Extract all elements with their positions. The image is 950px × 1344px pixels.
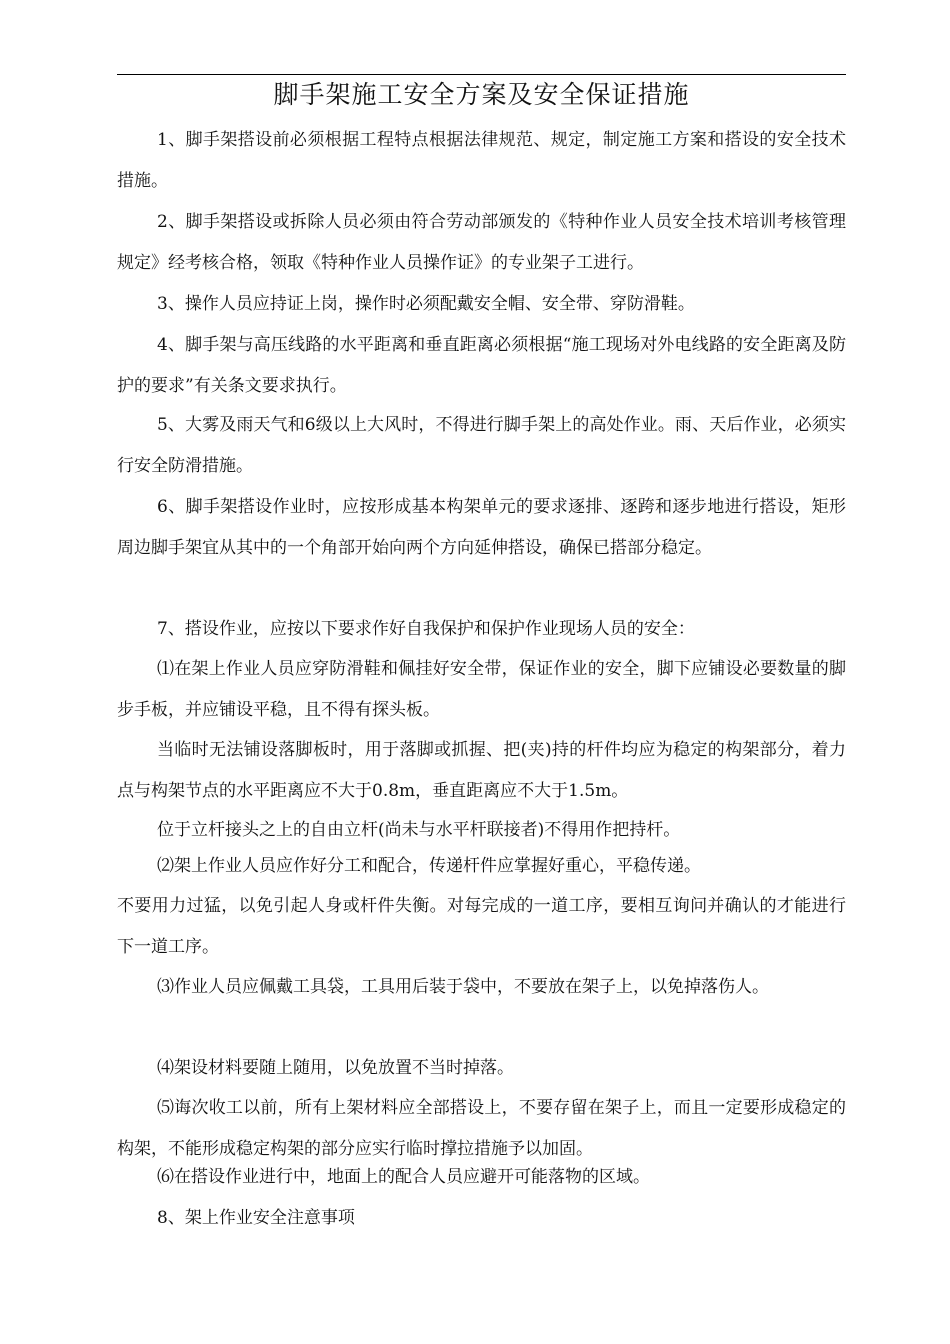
paragraph-3: 3、操作人员应持证上岗，操作时必须配戴安全帽、安全带、穿防滑鞋。 <box>157 294 695 314</box>
paragraph-4: 4、脚手架与高压线路的水平距离和垂直距离必须根据“施工现场对外电线路的安全距离及防护的要求”有关条文要求执行。 <box>117 335 846 396</box>
document-title: 脚手架施工安全方案及安全保证措施 <box>273 80 690 109</box>
paragraph-7-1-note-a: 当临时无法铺设落脚板时，用于落脚或抓握、把(夹)持的杆件均应为稳定的构架部分，着力点与构架节点的水平距离应不大于0.8m，垂直距离应不大于1.5m。 <box>117 740 846 801</box>
paragraph-2: 2、脚手架搭设或拆除人员必须由符合劳动部颁发的《特种作业人员安全技术培训考核管理规定》经考核合格，领取《特种作业人员操作证》的专业架子工进行。 <box>117 212 846 273</box>
paragraph-7-1-note-b: 位于立杆接头之上的自由立杆(尚未与水平杆联接者)不得用作把持杆。 <box>157 820 681 840</box>
paragraph-5: 5、大雾及雨天气和6级以上大风时，不得进行脚手架上的高处作业。雨、天后作业，必须实行安全防滑措施。 <box>117 415 846 476</box>
paragraph-7-4: ⑷架设材料要随上随用，以免放置不当时掉落。 <box>157 1058 514 1078</box>
paragraph-7-6: ⑹在搭设作业进行中，地面上的配合人员应避开可能落物的区域。 <box>157 1167 650 1187</box>
paragraph-7-3: ⑶作业人员应佩戴工具袋，工具用后装于袋中，不要放在架子上，以免掉落伤人。 <box>157 977 769 997</box>
header-rule <box>117 74 846 75</box>
paragraph-7-2: ⑵架上作业人员应作好分工和配合，传递杆件应掌握好重心，平稳传递。 <box>157 856 701 876</box>
paragraph-7-1: ⑴在架上作业人员应穿防滑鞋和佩挂好安全带，保证作业的安全，脚下应铺设必要数量的脚步手板，并应铺设平稳，且不得有探头板。 <box>117 659 846 720</box>
paragraph-7: 7、搭设作业，应按以下要求作好自我保护和保护作业现场人员的安全： <box>157 619 695 639</box>
paragraph-8: 8、架上作业安全注意事项 <box>157 1208 355 1228</box>
paragraph-7-5: ⑸诲次收工以前，所有上架材料应全部搭设上，不要存留在架子上，而且一定要形成稳定的构架，不能形成稳定构架的部分应实行临时撑拉措施予以加固。 <box>117 1098 846 1159</box>
paragraph-1: 1、脚手架搭设前必须根据工程特点根据法律规范、规定，制定施工方案和搭设的安全技术措施。 <box>117 130 846 191</box>
paragraph-7-2-cont: 不要用力过猛，以免引起人身或杆件失衡。对每完成的一道工序，要相互询问并确认的才能进行下一道工序。 <box>117 896 846 957</box>
paragraph-6: 6、脚手架搭设作业时，应按形成基本构架单元的要求逐排、逐跨和逐步地进行搭设，矩形周边脚手架宜从其中的一个角部开始向两个方向延伸搭设，确保已搭部分稳定。 <box>117 497 846 558</box>
